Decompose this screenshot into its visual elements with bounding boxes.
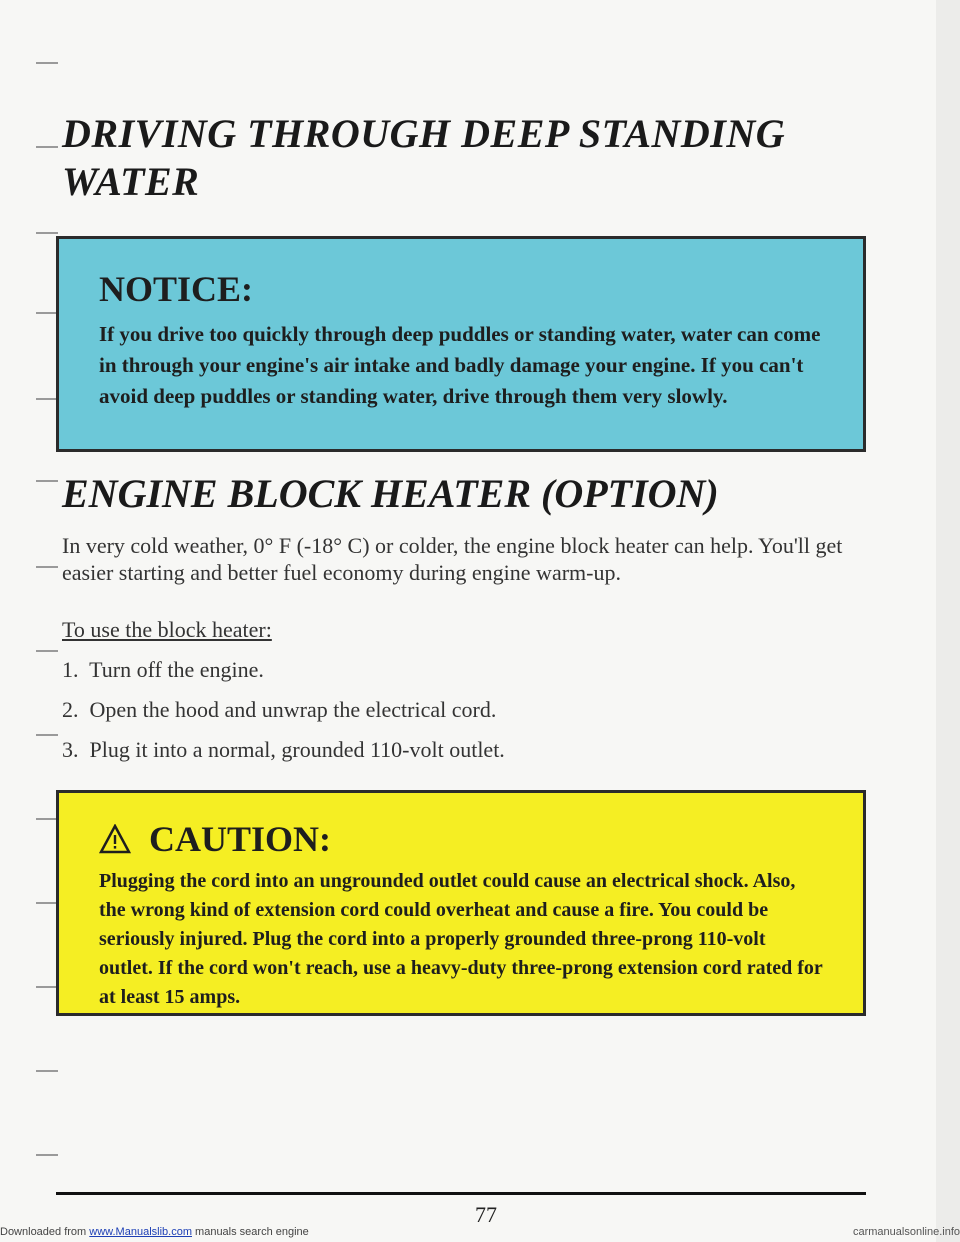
notice-text: If you drive too quickly through deep puddles or standing water, water can come in through your engine's air intake and badly damage your engine. If you can't avoid deep puddles or standing water, drive through them very slowly. [99,322,821,408]
footer-suffix: manuals search engine [191,1226,309,1238]
margin-tick [36,146,58,148]
list-item-text: Open the hood and unwrap the electrical cord. [89,697,497,722]
margin-tick [36,1070,58,1072]
section-title-block-heater: ENGINE BLOCK HEATER (OPTION) [62,471,719,516]
notice-heading: NOTICE: [99,269,254,309]
list-item-number: 1. [62,657,79,682]
caution-heading: CAUTION: [149,819,332,859]
margin-tick [36,818,58,820]
section-title-deep-water: DRIVING THROUGH DEEP STANDING WATER [62,111,786,204]
list-item [62,696,496,724]
footer-rule [56,1192,866,1195]
margin-tick [36,62,58,64]
margin-tick [36,650,58,652]
margin-tick [36,480,58,482]
margin-tick [36,312,58,314]
margin-tick [36,734,58,736]
list-item-text: Turn off the engine. [89,657,264,682]
margin-tick [36,986,58,988]
list-item [62,656,264,684]
caution-heading-row [99,817,823,861]
margin-tick [36,902,58,904]
footer-watermark: carmanualsonline.info [852,1226,960,1238]
list-item-number: 3. [62,737,79,762]
warning-triangle-icon [99,824,131,854]
caution-box [56,790,866,1016]
footer-link[interactable]: www.Manualslib.com [89,1226,192,1238]
list-item [62,736,505,764]
page-edge-shadow [936,0,960,1242]
margin-tick [36,566,58,568]
margin-tick [36,1154,58,1156]
footer-prefix: Downloaded from [0,1226,90,1238]
margin-tick [36,232,58,234]
list-item-number: 2. [62,697,79,722]
margin-tick [36,398,58,400]
caution-text: Plugging the cord into an ungrounded outlet could cause an electrical shock. Also, the wrong kind of extension cord could overheat and cause a fire. You could be seriously injured. Plug the cord into a properly grounded three-prong 110-volt outlet. If the cord won't reach, use a heavy-duty three-prong extension cord rated for at least 15 amps. [99,870,823,1008]
list-item-text: Plug it into a normal, grounded 110-volt outlet. [89,737,505,762]
block-heater-subheading: To use the block heater: [62,617,272,642]
page-number: 77 [475,1202,497,1227]
download-footer [0,1226,309,1238]
notice-box [56,236,866,452]
block-heater-intro: In very cold weather, 0° F (-18° C) or colder, the engine block heater can help. You'll get easier starting and better fuel economy during engine warm-up. [62,533,843,585]
